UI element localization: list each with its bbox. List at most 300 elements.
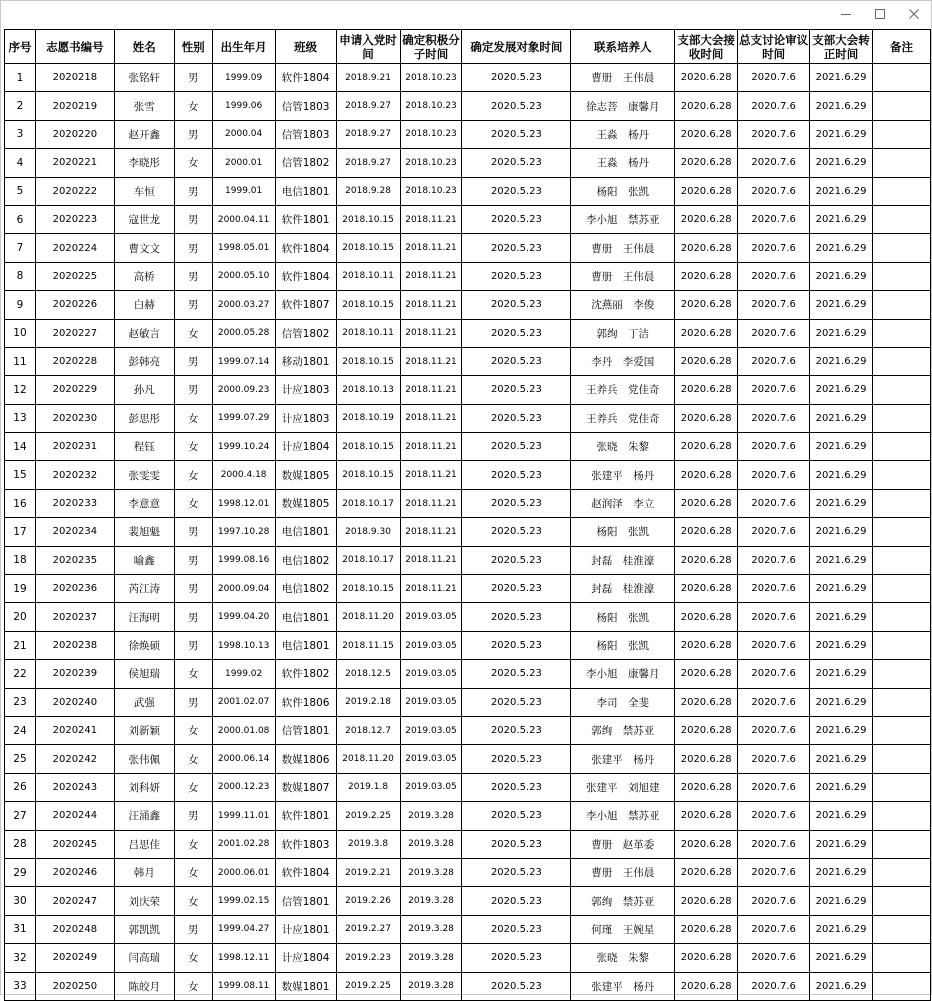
- cell-col-review-date[interactable]: 2020.7.6: [738, 802, 810, 830]
- cell-col-class[interactable]: 软件1801: [275, 802, 336, 830]
- cell-col-remarks[interactable]: [873, 433, 931, 461]
- cell-col-formal-date[interactable]: 2021.6.29: [810, 716, 873, 744]
- cell-col-accept-date[interactable]: 2020.6.28: [675, 291, 738, 319]
- cell-col-index[interactable]: 19: [5, 575, 36, 603]
- cell-col-birth[interactable]: 1999.02: [212, 660, 275, 688]
- cell-col-apply-date[interactable]: 2018.12.5: [336, 660, 400, 688]
- cell-col-review-date[interactable]: 2020.7.6: [738, 291, 810, 319]
- cell-col-birth[interactable]: 1999.10.24: [212, 433, 275, 461]
- cell-col-apply-date[interactable]: 2018.9.21: [336, 64, 400, 92]
- cell-col-review-date[interactable]: 2020.7.6: [738, 944, 810, 972]
- cell-col-class[interactable]: 软件1804: [275, 64, 336, 92]
- cell-col-activist-date[interactable]: 2019.3.28: [400, 915, 462, 943]
- cell-col-class[interactable]: 移动1801: [275, 347, 336, 375]
- cell-col-formal-date[interactable]: 2021.6.29: [810, 64, 873, 92]
- cell-col-activist-date[interactable]: 2018.11.21: [400, 433, 462, 461]
- cell-col-index[interactable]: 27: [5, 802, 36, 830]
- cell-col-apply-date[interactable]: 2018.10.11: [336, 319, 400, 347]
- cell-col-candidate-date[interactable]: 2020.5.23: [462, 745, 571, 773]
- cell-col-formal-date[interactable]: 2021.6.29: [810, 433, 873, 461]
- cell-col-name[interactable]: 刘庆荣: [114, 887, 174, 915]
- cell-col-gender[interactable]: 男: [174, 120, 212, 148]
- cell-col-review-date[interactable]: 2020.7.6: [738, 177, 810, 205]
- cell-col-apply-date[interactable]: 2018.9.27: [336, 120, 400, 148]
- cell-col-mentors[interactable]: 李小旭 禁苏亚: [571, 802, 675, 830]
- cell-col-activist-date[interactable]: 2018.11.21: [400, 404, 462, 432]
- cell-col-class[interactable]: 信管1802: [275, 149, 336, 177]
- cell-col-apply-date[interactable]: 2018.11.20: [336, 603, 400, 631]
- cell-col-remarks[interactable]: [873, 376, 931, 404]
- cell-col-activist-date[interactable]: 2018.11.21: [400, 234, 462, 262]
- cell-col-mentors[interactable]: 杨阳 张凯: [571, 518, 675, 546]
- cell-col-index[interactable]: 14: [5, 433, 36, 461]
- cell-col-activist-date[interactable]: 2018.10.23: [400, 177, 462, 205]
- cell-col-remarks[interactable]: [873, 575, 931, 603]
- cell-col-gender[interactable]: 男: [174, 234, 212, 262]
- cell-col-formal-date[interactable]: 2021.6.29: [810, 92, 873, 120]
- minimize-button[interactable]: [829, 1, 863, 27]
- cell-col-activist-date[interactable]: 2018.11.21: [400, 376, 462, 404]
- cell-col-index[interactable]: 12: [5, 376, 36, 404]
- cell-col-birth[interactable]: 1999.07.29: [212, 404, 275, 432]
- cell-col-remarks[interactable]: [873, 887, 931, 915]
- cell-col-accept-date[interactable]: 2020.6.28: [675, 518, 738, 546]
- cell-col-formal-date[interactable]: 2021.6.29: [810, 773, 873, 801]
- cell-col-activist-date[interactable]: 2019.3.28: [400, 858, 462, 886]
- cell-col-form-number[interactable]: 2020250: [35, 972, 114, 1000]
- cell-col-remarks[interactable]: [873, 972, 931, 1000]
- cell-col-remarks[interactable]: [873, 716, 931, 744]
- cell-col-remarks[interactable]: [873, 773, 931, 801]
- cell-col-birth[interactable]: 2000.4.18: [212, 461, 275, 489]
- cell-col-class[interactable]: 软件1806: [275, 688, 336, 716]
- cell-col-mentors[interactable]: 郭绚 禁苏亚: [571, 887, 675, 915]
- cell-col-accept-date[interactable]: 2020.6.28: [675, 205, 738, 233]
- cell-col-mentors[interactable]: 张晓 朱黎: [571, 433, 675, 461]
- cell-col-birth[interactable]: 1998.05.01: [212, 234, 275, 262]
- cell-col-apply-date[interactable]: 2018.10.17: [336, 489, 400, 517]
- cell-col-class[interactable]: 数媒1805: [275, 489, 336, 517]
- cell-col-activist-date[interactable]: 2019.3.28: [400, 944, 462, 972]
- cell-col-mentors[interactable]: 杨阳 张凯: [571, 177, 675, 205]
- cell-col-accept-date[interactable]: 2020.6.28: [675, 546, 738, 574]
- cell-col-candidate-date[interactable]: 2020.5.23: [462, 149, 571, 177]
- cell-col-gender[interactable]: 女: [174, 404, 212, 432]
- cell-col-candidate-date[interactable]: 2020.5.23: [462, 887, 571, 915]
- cell-col-gender[interactable]: 男: [174, 518, 212, 546]
- cell-col-class[interactable]: 计应1803: [275, 376, 336, 404]
- cell-col-remarks[interactable]: [873, 291, 931, 319]
- cell-col-birth[interactable]: 2000.12.23: [212, 773, 275, 801]
- cell-col-mentors[interactable]: 封磊 桂淮濠: [571, 575, 675, 603]
- cell-col-accept-date[interactable]: 2020.6.28: [675, 404, 738, 432]
- cell-col-apply-date[interactable]: 2019.2.25: [336, 972, 400, 1000]
- cell-col-remarks[interactable]: [873, 631, 931, 659]
- cell-col-index[interactable]: 10: [5, 319, 36, 347]
- cell-col-candidate-date[interactable]: 2020.5.23: [462, 433, 571, 461]
- cell-col-activist-date[interactable]: 2018.10.23: [400, 64, 462, 92]
- cell-col-accept-date[interactable]: 2020.6.28: [675, 745, 738, 773]
- cell-col-accept-date[interactable]: 2020.6.28: [675, 262, 738, 290]
- cell-col-birth[interactable]: 2000.05.28: [212, 319, 275, 347]
- cell-col-form-number[interactable]: 2020228: [35, 347, 114, 375]
- cell-col-accept-date[interactable]: 2020.6.28: [675, 972, 738, 1000]
- cell-col-class[interactable]: 信管1803: [275, 92, 336, 120]
- cell-col-birth[interactable]: 2000.09.23: [212, 376, 275, 404]
- cell-col-form-number[interactable]: 2020225: [35, 262, 114, 290]
- cell-col-remarks[interactable]: [873, 404, 931, 432]
- cell-col-index[interactable]: 4: [5, 149, 36, 177]
- cell-col-form-number[interactable]: 2020247: [35, 887, 114, 915]
- cell-col-form-number[interactable]: 2020236: [35, 575, 114, 603]
- cell-col-index[interactable]: 22: [5, 660, 36, 688]
- cell-col-birth[interactable]: 2000.09.04: [212, 575, 275, 603]
- cell-col-mentors[interactable]: 曹册 王伟晨: [571, 64, 675, 92]
- cell-col-apply-date[interactable]: 2018.11.15: [336, 631, 400, 659]
- cell-col-class[interactable]: 电信1801: [275, 518, 336, 546]
- cell-col-mentors[interactable]: 李小旭 康馨月: [571, 660, 675, 688]
- cell-col-remarks[interactable]: [873, 120, 931, 148]
- cell-col-form-number[interactable]: 2020232: [35, 461, 114, 489]
- cell-col-gender[interactable]: 女: [174, 944, 212, 972]
- cell-col-form-number[interactable]: 2020240: [35, 688, 114, 716]
- cell-col-name[interactable]: 裴旭魁: [114, 518, 174, 546]
- cell-col-activist-date[interactable]: 2019.3.28: [400, 887, 462, 915]
- cell-col-form-number[interactable]: 2020239: [35, 660, 114, 688]
- cell-col-form-number[interactable]: 2020233: [35, 489, 114, 517]
- cell-col-index[interactable]: 20: [5, 603, 36, 631]
- cell-col-gender[interactable]: 女: [174, 745, 212, 773]
- cell-col-candidate-date[interactable]: 2020.5.23: [462, 631, 571, 659]
- cell-col-apply-date[interactable]: 2018.10.19: [336, 404, 400, 432]
- cell-col-formal-date[interactable]: 2021.6.29: [810, 830, 873, 858]
- cell-col-form-number[interactable]: 2020237: [35, 603, 114, 631]
- cell-col-candidate-date[interactable]: 2020.5.23: [462, 802, 571, 830]
- cell-col-accept-date[interactable]: 2020.6.28: [675, 802, 738, 830]
- cell-col-index[interactable]: 15: [5, 461, 36, 489]
- cell-col-accept-date[interactable]: 2020.6.28: [675, 92, 738, 120]
- cell-col-candidate-date[interactable]: 2020.5.23: [462, 177, 571, 205]
- cell-col-name[interactable]: 张铭轩: [114, 64, 174, 92]
- cell-col-name[interactable]: 刘科妍: [114, 773, 174, 801]
- cell-col-formal-date[interactable]: 2021.6.29: [810, 660, 873, 688]
- cell-col-mentors[interactable]: 张晓 朱黎: [571, 944, 675, 972]
- cell-col-mentors[interactable]: 李司 全斐: [571, 688, 675, 716]
- cell-col-formal-date[interactable]: 2021.6.29: [810, 489, 873, 517]
- cell-col-class[interactable]: 电信1801: [275, 631, 336, 659]
- cell-col-mentors[interactable]: 杨阳 张凯: [571, 631, 675, 659]
- cell-col-name[interactable]: 徐焕硕: [114, 631, 174, 659]
- cell-col-review-date[interactable]: 2020.7.6: [738, 858, 810, 886]
- cell-col-formal-date[interactable]: 2021.6.29: [810, 404, 873, 432]
- cell-col-index[interactable]: 28: [5, 830, 36, 858]
- cell-col-form-number[interactable]: 2020241: [35, 716, 114, 744]
- cell-col-form-number[interactable]: 2020231: [35, 433, 114, 461]
- cell-col-birth[interactable]: 2000.01: [212, 149, 275, 177]
- cell-col-name[interactable]: 曹文文: [114, 234, 174, 262]
- cell-col-birth[interactable]: 2000.04.11: [212, 205, 275, 233]
- cell-col-accept-date[interactable]: 2020.6.28: [675, 887, 738, 915]
- cell-col-candidate-date[interactable]: 2020.5.23: [462, 64, 571, 92]
- cell-col-accept-date[interactable]: 2020.6.28: [675, 64, 738, 92]
- cell-col-formal-date[interactable]: 2021.6.29: [810, 291, 873, 319]
- cell-col-candidate-date[interactable]: 2020.5.23: [462, 546, 571, 574]
- cell-col-accept-date[interactable]: 2020.6.28: [675, 376, 738, 404]
- cell-col-mentors[interactable]: 李小旭 禁苏亚: [571, 205, 675, 233]
- cell-col-birth[interactable]: 1999.04.20: [212, 603, 275, 631]
- cell-col-formal-date[interactable]: 2021.6.29: [810, 120, 873, 148]
- cell-col-mentors[interactable]: 曹册 王伟晨: [571, 262, 675, 290]
- cell-col-review-date[interactable]: 2020.7.6: [738, 262, 810, 290]
- cell-col-form-number[interactable]: 2020224: [35, 234, 114, 262]
- cell-col-candidate-date[interactable]: 2020.5.23: [462, 234, 571, 262]
- cell-col-candidate-date[interactable]: 2020.5.23: [462, 972, 571, 1000]
- cell-col-remarks[interactable]: [873, 802, 931, 830]
- cell-col-index[interactable]: 5: [5, 177, 36, 205]
- cell-col-form-number[interactable]: 2020229: [35, 376, 114, 404]
- cell-col-formal-date[interactable]: 2021.6.29: [810, 177, 873, 205]
- cell-col-activist-date[interactable]: 2018.11.21: [400, 319, 462, 347]
- cell-col-activist-date[interactable]: 2019.03.05: [400, 631, 462, 659]
- cell-col-gender[interactable]: 男: [174, 291, 212, 319]
- cell-col-apply-date[interactable]: 2018.10.15: [336, 347, 400, 375]
- cell-col-formal-date[interactable]: 2021.6.29: [810, 149, 873, 177]
- cell-col-birth[interactable]: 1999.09: [212, 64, 275, 92]
- cell-col-review-date[interactable]: 2020.7.6: [738, 830, 810, 858]
- cell-col-activist-date[interactable]: 2018.10.23: [400, 120, 462, 148]
- cell-col-accept-date[interactable]: 2020.6.28: [675, 177, 738, 205]
- cell-col-form-number[interactable]: 2020235: [35, 546, 114, 574]
- maximize-button[interactable]: [863, 1, 897, 27]
- cell-col-form-number[interactable]: 2020222: [35, 177, 114, 205]
- cell-col-apply-date[interactable]: 2018.10.15: [336, 461, 400, 489]
- cell-col-candidate-date[interactable]: 2020.5.23: [462, 688, 571, 716]
- cell-col-form-number[interactable]: 2020238: [35, 631, 114, 659]
- cell-col-review-date[interactable]: 2020.7.6: [738, 745, 810, 773]
- cell-col-activist-date[interactable]: 2018.11.21: [400, 205, 462, 233]
- cell-col-formal-date[interactable]: 2021.6.29: [810, 631, 873, 659]
- cell-col-birth[interactable]: 1999.01: [212, 177, 275, 205]
- cell-col-class[interactable]: 数媒1807: [275, 773, 336, 801]
- cell-col-class[interactable]: 软件1807: [275, 291, 336, 319]
- cell-col-birth[interactable]: 1997.10.28: [212, 518, 275, 546]
- cell-col-index[interactable]: 11: [5, 347, 36, 375]
- cell-col-index[interactable]: 13: [5, 404, 36, 432]
- cell-col-class[interactable]: 信管1801: [275, 716, 336, 744]
- cell-col-apply-date[interactable]: 2018.10.15: [336, 234, 400, 262]
- cell-col-activist-date[interactable]: 2019.03.05: [400, 716, 462, 744]
- cell-col-review-date[interactable]: 2020.7.6: [738, 92, 810, 120]
- cell-col-name[interactable]: 侯旭瑞: [114, 660, 174, 688]
- cell-col-gender[interactable]: 男: [174, 262, 212, 290]
- cell-col-gender[interactable]: 男: [174, 376, 212, 404]
- cell-col-review-date[interactable]: 2020.7.6: [738, 433, 810, 461]
- cell-col-class[interactable]: 数媒1801: [275, 972, 336, 1000]
- cell-col-gender[interactable]: 男: [174, 347, 212, 375]
- cell-col-review-date[interactable]: 2020.7.6: [738, 773, 810, 801]
- cell-col-mentors[interactable]: 张建平 杨丹: [571, 461, 675, 489]
- cell-col-index[interactable]: 21: [5, 631, 36, 659]
- cell-col-class[interactable]: 数媒1806: [275, 745, 336, 773]
- cell-col-apply-date[interactable]: 2018.9.30: [336, 518, 400, 546]
- cell-col-activist-date[interactable]: 2018.10.23: [400, 149, 462, 177]
- cell-col-candidate-date[interactable]: 2020.5.23: [462, 489, 571, 517]
- cell-col-mentors[interactable]: 何瑾 王婉星: [571, 915, 675, 943]
- cell-col-candidate-date[interactable]: 2020.5.23: [462, 603, 571, 631]
- cell-col-birth[interactable]: 2000.06.14: [212, 745, 275, 773]
- cell-col-review-date[interactable]: 2020.7.6: [738, 915, 810, 943]
- cell-col-form-number[interactable]: 2020249: [35, 944, 114, 972]
- cell-col-activist-date[interactable]: 2018.11.21: [400, 546, 462, 574]
- cell-col-name[interactable]: 车恒: [114, 177, 174, 205]
- cell-col-remarks[interactable]: [873, 830, 931, 858]
- cell-col-name[interactable]: 汪海明: [114, 603, 174, 631]
- cell-col-formal-date[interactable]: 2021.6.29: [810, 972, 873, 1000]
- cell-col-index[interactable]: 31: [5, 915, 36, 943]
- cell-col-activist-date[interactable]: 2019.03.05: [400, 688, 462, 716]
- cell-col-class[interactable]: 计应1804: [275, 433, 336, 461]
- cell-col-gender[interactable]: 女: [174, 660, 212, 688]
- cell-col-class[interactable]: 软件1804: [275, 234, 336, 262]
- cell-col-name[interactable]: 张雪: [114, 92, 174, 120]
- close-button[interactable]: [897, 1, 931, 27]
- cell-col-gender[interactable]: 男: [174, 688, 212, 716]
- cell-col-form-number[interactable]: 2020242: [35, 745, 114, 773]
- cell-col-review-date[interactable]: 2020.7.6: [738, 972, 810, 1000]
- cell-col-gender[interactable]: 女: [174, 716, 212, 744]
- cell-col-formal-date[interactable]: 2021.6.29: [810, 688, 873, 716]
- cell-col-class[interactable]: 计应1803: [275, 404, 336, 432]
- cell-col-birth[interactable]: 1999.08.11: [212, 972, 275, 1000]
- cell-col-formal-date[interactable]: 2021.6.29: [810, 518, 873, 546]
- cell-col-remarks[interactable]: [873, 546, 931, 574]
- cell-col-name[interactable]: 赵敏言: [114, 319, 174, 347]
- cell-col-birth[interactable]: 1999.06: [212, 92, 275, 120]
- cell-col-activist-date[interactable]: 2018.11.21: [400, 347, 462, 375]
- cell-col-formal-date[interactable]: 2021.6.29: [810, 234, 873, 262]
- cell-col-index[interactable]: 2: [5, 92, 36, 120]
- cell-col-candidate-date[interactable]: 2020.5.23: [462, 319, 571, 347]
- cell-col-review-date[interactable]: 2020.7.6: [738, 205, 810, 233]
- cell-col-birth[interactable]: 1999.04.27: [212, 915, 275, 943]
- cell-col-name[interactable]: 赵开鑫: [114, 120, 174, 148]
- cell-col-gender[interactable]: 男: [174, 177, 212, 205]
- cell-col-mentors[interactable]: 王淼 杨丹: [571, 149, 675, 177]
- cell-col-candidate-date[interactable]: 2020.5.23: [462, 205, 571, 233]
- cell-col-form-number[interactable]: 2020248: [35, 915, 114, 943]
- cell-col-name[interactable]: 白赫: [114, 291, 174, 319]
- cell-col-name[interactable]: 李意意: [114, 489, 174, 517]
- cell-col-remarks[interactable]: [873, 688, 931, 716]
- cell-col-formal-date[interactable]: 2021.6.29: [810, 944, 873, 972]
- cell-col-review-date[interactable]: 2020.7.6: [738, 347, 810, 375]
- cell-col-mentors[interactable]: 郭绚 丁洁: [571, 319, 675, 347]
- cell-col-class[interactable]: 电信1801: [275, 603, 336, 631]
- cell-col-birth[interactable]: 2000.04: [212, 120, 275, 148]
- cell-col-activist-date[interactable]: 2018.11.21: [400, 291, 462, 319]
- cell-col-name[interactable]: 寇世龙: [114, 205, 174, 233]
- cell-col-accept-date[interactable]: 2020.6.28: [675, 915, 738, 943]
- cell-col-apply-date[interactable]: 2018.12.7: [336, 716, 400, 744]
- cell-col-apply-date[interactable]: 2018.10.15: [336, 575, 400, 603]
- cell-col-gender[interactable]: 男: [174, 802, 212, 830]
- cell-col-name[interactable]: 张伟佩: [114, 745, 174, 773]
- cell-col-review-date[interactable]: 2020.7.6: [738, 887, 810, 915]
- cell-col-formal-date[interactable]: 2021.6.29: [810, 461, 873, 489]
- cell-col-index[interactable]: 26: [5, 773, 36, 801]
- cell-col-birth[interactable]: 1999.08.16: [212, 546, 275, 574]
- cell-col-candidate-date[interactable]: 2020.5.23: [462, 404, 571, 432]
- cell-col-review-date[interactable]: 2020.7.6: [738, 518, 810, 546]
- cell-col-remarks[interactable]: [873, 64, 931, 92]
- cell-col-class[interactable]: 电信1802: [275, 575, 336, 603]
- cell-col-activist-date[interactable]: 2018.11.21: [400, 575, 462, 603]
- cell-col-gender[interactable]: 女: [174, 149, 212, 177]
- cell-col-remarks[interactable]: [873, 915, 931, 943]
- cell-col-gender[interactable]: 女: [174, 489, 212, 517]
- cell-col-form-number[interactable]: 2020227: [35, 319, 114, 347]
- cell-col-review-date[interactable]: 2020.7.6: [738, 489, 810, 517]
- cell-col-activist-date[interactable]: 2019.3.28: [400, 830, 462, 858]
- cell-col-mentors[interactable]: 曹册 王伟晨: [571, 858, 675, 886]
- cell-col-candidate-date[interactable]: 2020.5.23: [462, 518, 571, 546]
- cell-col-review-date[interactable]: 2020.7.6: [738, 149, 810, 177]
- cell-col-candidate-date[interactable]: 2020.5.23: [462, 915, 571, 943]
- cell-col-apply-date[interactable]: 2018.10.13: [336, 376, 400, 404]
- cell-col-mentors[interactable]: 曹册 赵革委: [571, 830, 675, 858]
- cell-col-review-date[interactable]: 2020.7.6: [738, 603, 810, 631]
- cell-col-name[interactable]: 程钰: [114, 433, 174, 461]
- cell-col-formal-date[interactable]: 2021.6.29: [810, 745, 873, 773]
- cell-col-formal-date[interactable]: 2021.6.29: [810, 376, 873, 404]
- cell-col-class[interactable]: 软件1804: [275, 858, 336, 886]
- cell-col-class[interactable]: 软件1803: [275, 830, 336, 858]
- cell-col-candidate-date[interactable]: 2020.5.23: [462, 262, 571, 290]
- cell-col-form-number[interactable]: 2020243: [35, 773, 114, 801]
- cell-col-index[interactable]: 3: [5, 120, 36, 148]
- cell-col-accept-date[interactable]: 2020.6.28: [675, 716, 738, 744]
- cell-col-gender[interactable]: 男: [174, 915, 212, 943]
- cell-col-form-number[interactable]: 2020221: [35, 149, 114, 177]
- cell-col-formal-date[interactable]: 2021.6.29: [810, 205, 873, 233]
- cell-col-index[interactable]: 24: [5, 716, 36, 744]
- cell-col-gender[interactable]: 女: [174, 319, 212, 347]
- cell-col-name[interactable]: 喻鑫: [114, 546, 174, 574]
- cell-col-mentors[interactable]: 赵润泽 李立: [571, 489, 675, 517]
- cell-col-gender[interactable]: 男: [174, 575, 212, 603]
- cell-col-remarks[interactable]: [873, 262, 931, 290]
- cell-col-formal-date[interactable]: 2021.6.29: [810, 319, 873, 347]
- cell-col-name[interactable]: 汪涌鑫: [114, 802, 174, 830]
- cell-col-form-number[interactable]: 2020223: [35, 205, 114, 233]
- cell-col-accept-date[interactable]: 2020.6.28: [675, 489, 738, 517]
- cell-col-activist-date[interactable]: 2019.3.28: [400, 802, 462, 830]
- cell-col-gender[interactable]: 男: [174, 546, 212, 574]
- cell-col-index[interactable]: 1: [5, 64, 36, 92]
- cell-col-accept-date[interactable]: 2020.6.28: [675, 830, 738, 858]
- cell-col-mentors[interactable]: 曹册 王伟晨: [571, 234, 675, 262]
- cell-col-mentors[interactable]: 郭绚 禁苏亚: [571, 716, 675, 744]
- cell-col-formal-date[interactable]: 2021.6.29: [810, 603, 873, 631]
- cell-col-birth[interactable]: 2000.05.10: [212, 262, 275, 290]
- cell-col-accept-date[interactable]: 2020.6.28: [675, 433, 738, 461]
- cell-col-name[interactable]: 彭思彤: [114, 404, 174, 432]
- cell-col-activist-date[interactable]: 2018.10.23: [400, 92, 462, 120]
- cell-col-class[interactable]: 信管1802: [275, 319, 336, 347]
- cell-col-activist-date[interactable]: 2019.03.05: [400, 660, 462, 688]
- cell-col-index[interactable]: 33: [5, 972, 36, 1000]
- cell-col-formal-date[interactable]: 2021.6.29: [810, 575, 873, 603]
